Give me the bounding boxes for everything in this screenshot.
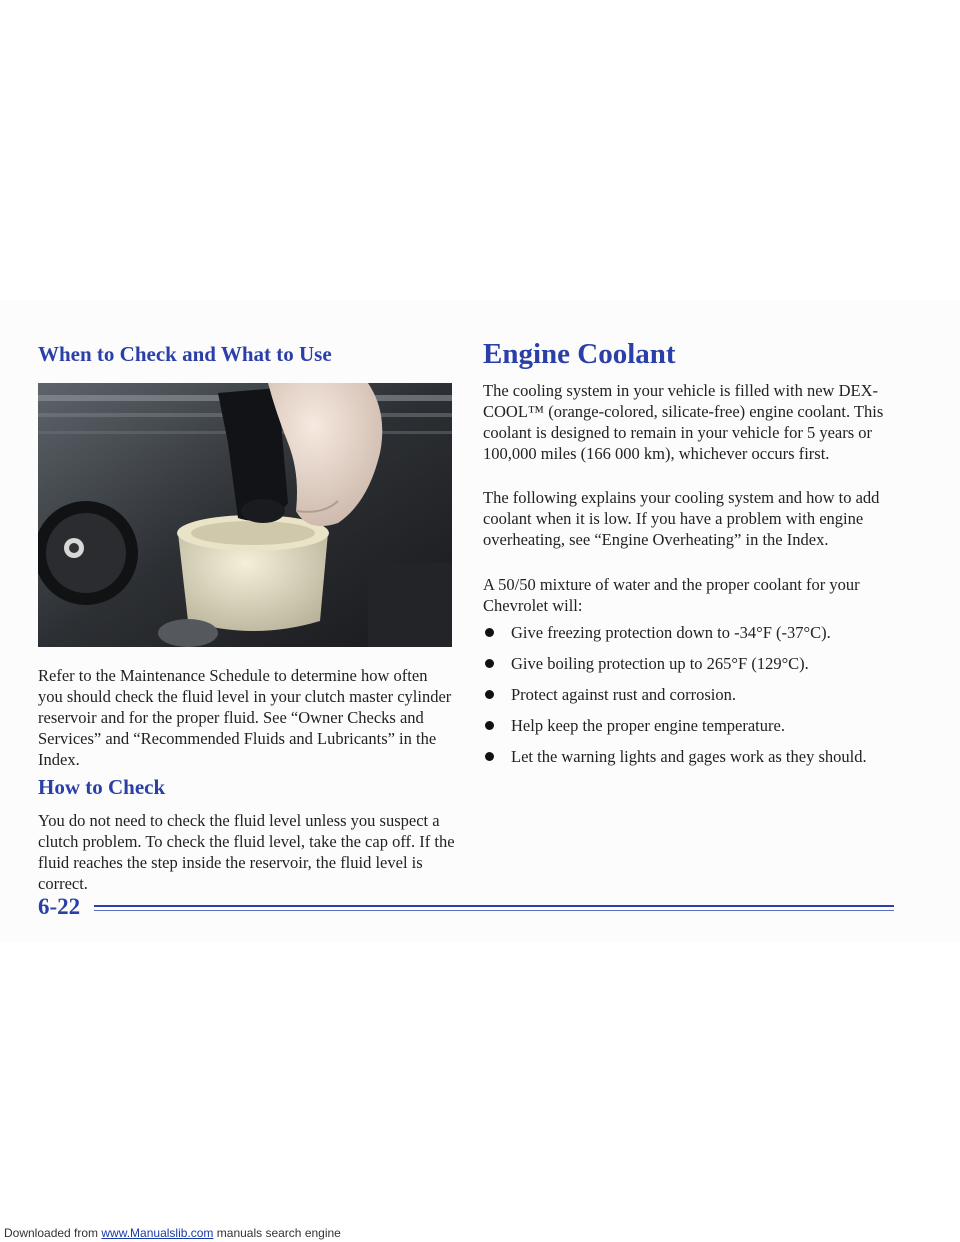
footer-suffix: manuals search engine xyxy=(213,1226,341,1240)
footer-prefix: Downloaded from xyxy=(4,1226,102,1240)
list-item xyxy=(483,746,903,767)
list-item xyxy=(483,684,903,705)
bullet-icon xyxy=(485,721,494,730)
list-item-text: Protect against rust and corrosion. xyxy=(511,685,736,704)
list-item-text: Give boiling protection up to 265°F (129°C). xyxy=(511,654,809,673)
footer-rule-thin xyxy=(94,910,894,911)
bullet-icon xyxy=(485,628,494,637)
how-to-check-paragraph: You do not need to check the fluid level unless you suspect a clutch problem. To check the fluid level, take the cap off. If the fluid reaches the step inside the reservoir, the fluid level is correct. xyxy=(38,811,455,893)
manualslib-link[interactable]: www.Manualslib.com xyxy=(101,1226,214,1240)
bullet-icon xyxy=(485,659,494,668)
list-item-text: Help keep the proper engine temperature. xyxy=(511,716,785,735)
subheading-how-to-check: How to Check xyxy=(38,775,166,799)
footer-rule xyxy=(94,905,894,907)
list-item-text: Let the warning lights and gages work as they should. xyxy=(511,747,867,766)
list-item xyxy=(483,653,903,674)
list-item xyxy=(483,622,903,643)
list-item xyxy=(483,715,903,736)
section-heading-engine-coolant: Engine Coolant xyxy=(483,338,676,370)
coolant-paragraph-1: The cooling system in your vehicle is filled with new DEX-COOL™ (orange-colored, silicate-free) engine coolant. This coolant is designed to remain in your vehicle for 5 years or 100,000 miles (166 000 km), whichever occurs first. xyxy=(483,381,884,463)
clutch-reservoir-photo xyxy=(38,383,452,647)
section-heading-when-to-check: When to Check and What to Use xyxy=(38,342,332,366)
coolant-paragraph-3: A 50/50 mixture of water and the proper coolant for your Chevrolet will: xyxy=(483,575,860,615)
download-footer xyxy=(4,1226,341,1240)
coolant-paragraph-2: The following explains your cooling system and how to add coolant when it is low. If you have a problem with engine overheating, see “Engine Overheating” in the Index. xyxy=(483,488,880,549)
coolant-benefits-list xyxy=(483,622,903,777)
photo-illustration xyxy=(38,383,452,647)
bullet-icon xyxy=(485,690,494,699)
bullet-icon xyxy=(485,752,494,761)
list-item-text: Give freezing protection down to -34°F (-37°C). xyxy=(511,623,831,642)
page-number: 6-22 xyxy=(38,894,81,919)
maintenance-schedule-paragraph: Refer to the Maintenance Schedule to determine how often you should check the fluid level in your clutch master cylinder reservoir and for the proper fluid. See “Owner Checks and Services” and “Recommended Fluids and Lubricants” in the Index. xyxy=(38,666,452,769)
